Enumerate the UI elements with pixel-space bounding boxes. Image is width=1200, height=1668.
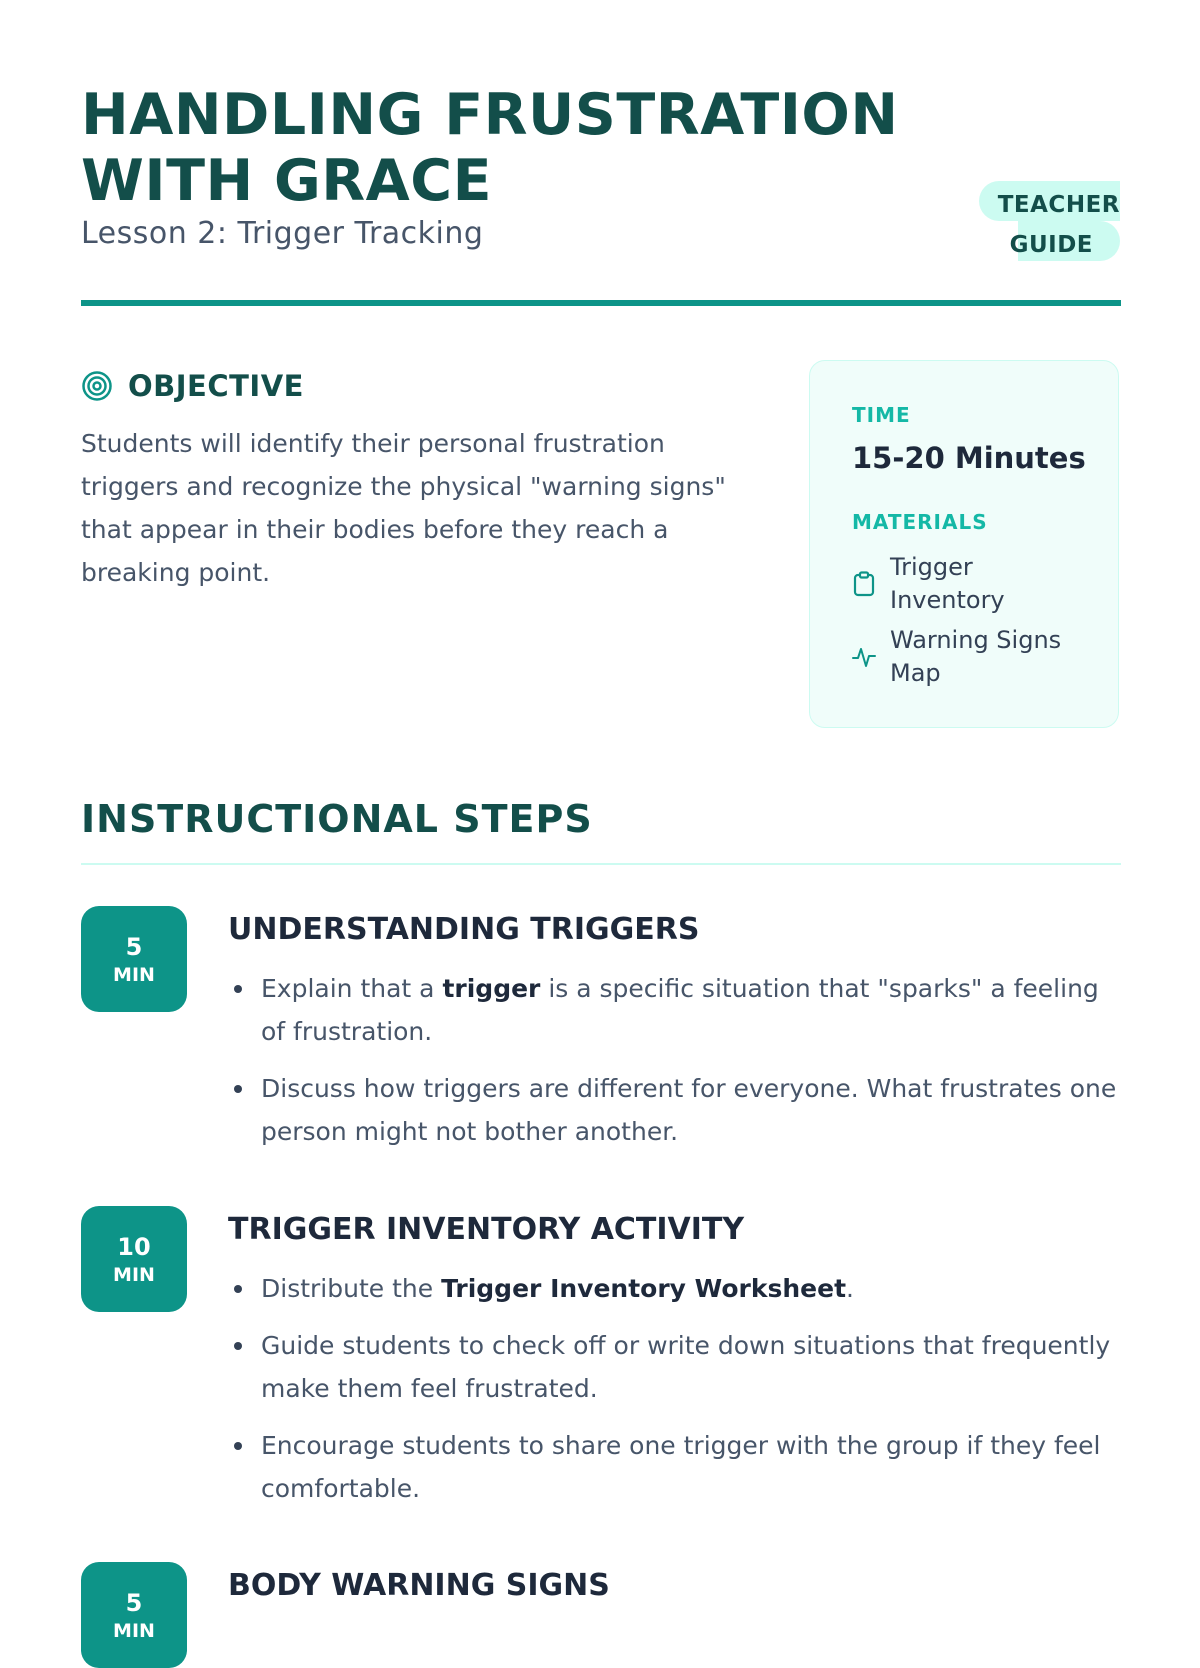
material-label: Warning Signs Map <box>890 626 1062 687</box>
step-duration-badge <box>81 1206 187 1312</box>
lesson-subtitle: Lesson 2: Trigger Tracking <box>81 216 484 251</box>
step-minutes: 10 <box>117 1233 151 1261</box>
list-item: Guide students to check off or write down situations that frequently make them feel frustrated. <box>228 1324 1121 1410</box>
step-list <box>228 967 1121 1153</box>
materials-label: MATERIALS <box>852 510 988 534</box>
page-title <box>81 82 1121 214</box>
pulse-icon <box>852 644 876 670</box>
steps-section-title: INSTRUCTIONAL STEPS <box>81 797 593 841</box>
steps-divider <box>81 863 1121 865</box>
objective-heading <box>81 366 761 406</box>
badge-line-2: GUIDE <box>1009 232 1093 258</box>
objective-section <box>81 366 761 594</box>
teacher-guide-badge <box>979 181 1120 263</box>
target-icon <box>81 370 113 402</box>
material-item <box>852 551 1090 617</box>
objective-text: Students will identify their personal frustration triggers and recognize the physical "warning signs" that appear in their bodies before they reach a breaking point. <box>81 429 726 587</box>
step-list <box>228 1267 1121 1510</box>
step-minutes: 5 <box>125 933 143 961</box>
step-unit: MIN <box>113 1620 155 1642</box>
badge-line-1: TEACHER <box>997 192 1120 218</box>
page-title-line-2: WITH GRACE <box>81 148 493 214</box>
step-unit: MIN <box>113 1264 155 1286</box>
step-title: TRIGGER INVENTORY ACTIVITY <box>228 1212 745 1247</box>
list-item: Explain that a trigger is a specific situation that "sparks" a feeling of frustration. <box>228 967 1121 1053</box>
step-title: BODY WARNING SIGNS <box>228 1568 610 1603</box>
step-title: UNDERSTANDING TRIGGERS <box>228 912 700 947</box>
list-item: Distribute the Trigger Inventory Worksheet. <box>228 1267 1121 1310</box>
page-title-line-1: HANDLING FRUSTRATION <box>81 82 899 148</box>
list-item: Encourage students to share one trigger with the group if they feel comfortable. <box>228 1424 1121 1510</box>
time-label: TIME <box>852 403 911 427</box>
step-duration-badge <box>81 1562 187 1668</box>
objective-title: OBJECTIVE <box>128 369 304 403</box>
lesson-info-card <box>809 360 1119 728</box>
step-unit: MIN <box>113 964 155 986</box>
list-item: Discuss how triggers are different for everyone. What frustrates one person might not bother another. <box>228 1067 1121 1153</box>
step-body <box>228 906 1121 1167</box>
clipboard-icon <box>852 571 876 597</box>
material-item <box>852 624 1090 690</box>
step-minutes: 5 <box>125 1589 143 1617</box>
step-body <box>228 1206 1121 1524</box>
header-divider <box>81 300 1121 306</box>
step-body <box>228 1562 1121 1603</box>
time-value: 15-20 Minutes <box>852 441 1086 475</box>
step-duration-badge <box>81 906 187 1012</box>
page-header <box>81 82 1121 214</box>
material-label: Trigger Inventory <box>890 553 1005 614</box>
